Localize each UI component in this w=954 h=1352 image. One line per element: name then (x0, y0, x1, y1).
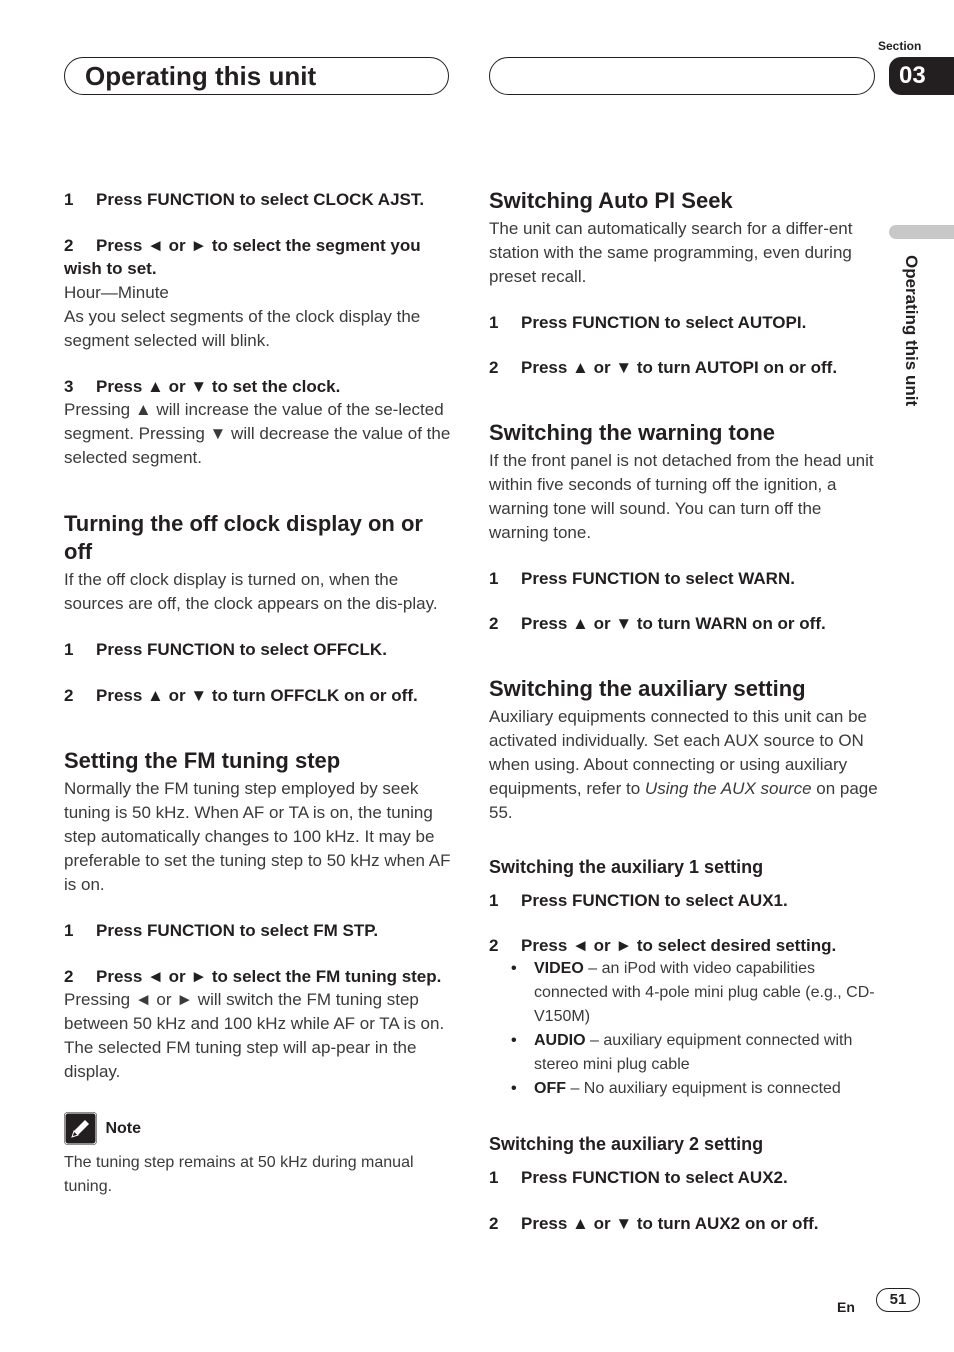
warn-body: If the front panel is not detached from the head unit within five seconds of turning off the ignition, a warning tone will sound. You can turn off the warning tone. (489, 451, 874, 542)
fm-step-2-body: Pressing ◄ or ► will switch the FM tuning step between 50 kHz and 100 kHz while AF or TA is on. The selected FM tuning step will ap-pear in the display. (64, 990, 445, 1081)
page-language: En (837, 1299, 855, 1315)
aux-heading: Switching the auxiliary setting (489, 676, 806, 701)
clock-step-1: 1 Press FUNCTION to select CLOCK AJST. (64, 190, 425, 209)
fm-body: Normally the FM tuning step employed by seek tuning is 50 kHz. When AF or TA is on, the tuning step automatically changes to 100 kHz. It may be preferable to set the tuning step to 50 kHz when AF is on. (64, 779, 451, 894)
clock-step-3-body: Pressing ▲ will increase the value of the se-lected segment. Pressing ▼ will decrease the value of the selected segment. (64, 400, 451, 467)
side-tab-label: Operating this unit (902, 255, 921, 407)
offclock-body: If the off clock display is turned on, when the sources are off, the clock appears on the dis-play. (64, 570, 438, 613)
autopi-step-2: 2 Press ▲ or ▼ to turn AUTOPI on or off. (489, 358, 838, 377)
aux1-step-2: 2 Press ◄ or ► to select desired setting. (489, 936, 837, 955)
aux2-heading: Switching the auxiliary 2 setting (489, 1134, 764, 1154)
warn-heading: Switching the warning tone (489, 420, 775, 445)
aux1-option-video: • VIDEO – an iPod with video capabilities connected with 4-pole mini plug cable (e.g., CD-V150M) (511, 960, 875, 1025)
clock-step-2: 2 Press ◄ or ► to select the segment you wish to set. (64, 236, 421, 278)
page-title-box (64, 57, 449, 95)
clock-step-2-body-2: As you select segments of the clock display the segment selected will blink. (64, 307, 421, 350)
note-text: The tuning step remains at 50 kHz during manual tuning. (64, 1154, 414, 1195)
page-title: Operating this unit (85, 61, 317, 91)
right-column (489, 187, 879, 1235)
note-pencil-icon (64, 1112, 97, 1145)
fm-step-1: 1 Press FUNCTION to select FM STP. (64, 921, 379, 940)
clock-step-2-body-1: Hour—Minute (64, 283, 169, 302)
aux-body: Auxiliary equipments connected to this unit can be activated individually. Set each AUX source to ON when using. About connecting or using auxiliary equipments, refer to Using the AUX source on page 55. (489, 707, 878, 822)
note-label: Note (105, 1119, 142, 1137)
aux1-step-1: 1 Press FUNCTION to select AUX1. (489, 891, 788, 910)
autopi-heading: Switching Auto PI Seek (489, 188, 733, 213)
offclock-step-2: 2 Press ▲ or ▼ to turn OFFCLK on or off. (64, 686, 418, 705)
section-label: Section (878, 39, 922, 53)
autopi-step-1: 1 Press FUNCTION to select AUTOPI. (489, 313, 807, 332)
aux1-option-audio: • AUDIO – auxiliary equipment connected with stereo mini plug cable (511, 1032, 853, 1073)
side-tab-marker (889, 225, 954, 239)
header-blank-box (489, 57, 875, 95)
warn-step-1: 1 Press FUNCTION to select WARN. (489, 569, 795, 588)
warn-step-2: 2 Press ▲ or ▼ to turn WARN on or off. (489, 614, 826, 633)
aux2-step-2: 2 Press ▲ or ▼ to turn AUX2 on or off. (489, 1214, 819, 1233)
note-header (64, 1112, 454, 1145)
clock-step-3: 3 Press ▲ or ▼ to set the clock. (64, 377, 341, 396)
aux-source-reference[interactable]: Using the AUX source (644, 779, 812, 798)
fm-heading: Setting the FM tuning step (64, 748, 341, 773)
offclock-heading: Turning the off clock display on or off (64, 511, 423, 564)
section-number: 03 (889, 57, 954, 95)
aux2-step-1: 1 Press FUNCTION to select AUX2. (489, 1168, 788, 1187)
left-column (64, 188, 454, 1199)
page-number: 51 (876, 1288, 920, 1312)
aux1-option-off: • OFF – No auxiliary equipment is connected (511, 1080, 841, 1097)
autopi-body: The unit can automatically search for a differ-ent station with the same programming, even during preset recall. (489, 219, 853, 286)
fm-step-2: 2 Press ◄ or ► to select the FM tuning step. (64, 967, 442, 986)
aux1-heading: Switching the auxiliary 1 setting (489, 857, 764, 877)
offclock-step-1: 1 Press FUNCTION to select OFFCLK. (64, 640, 387, 659)
